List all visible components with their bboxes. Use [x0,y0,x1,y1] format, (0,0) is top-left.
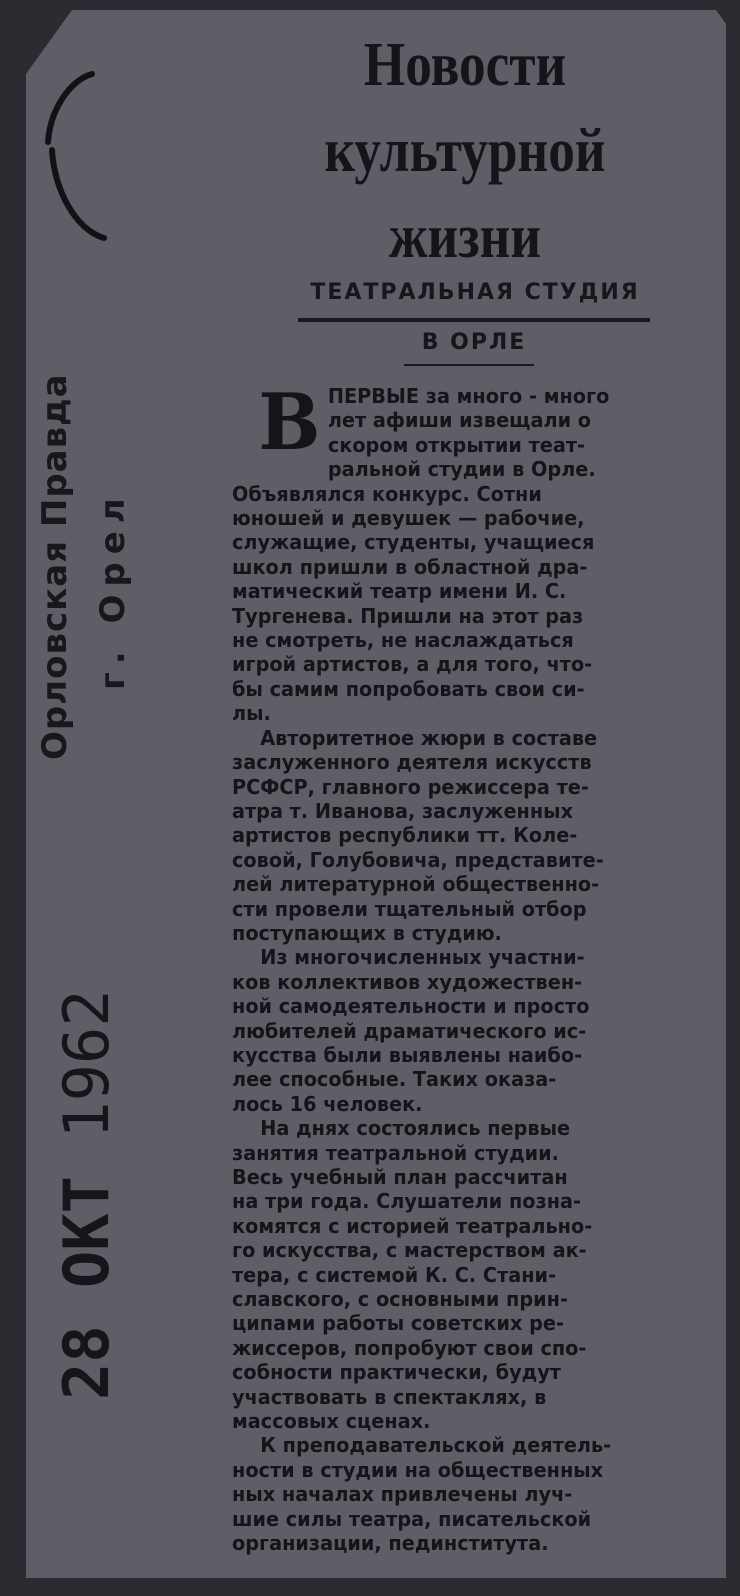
article-line: тера, с системой К. С. Стани- [232,1262,557,1287]
article-line: любителей драматического ис- [232,1018,587,1043]
article-line: Из многочисленных участни- [260,945,585,970]
date-day-month: 28 ОКТ [50,1176,123,1400]
article-line: на три года. Слушатели позна- [232,1189,582,1214]
article-line: Весь учебный план рассчитан [232,1165,568,1189]
article-line: ципами работы советских ре- [232,1311,564,1336]
article-line: кусства были выявлены наибо- [232,1042,583,1067]
headline-line: культурной [324,117,606,185]
article-line: юношей и девушек — рабочие, [232,506,585,531]
article-line: лей литературной общественно- [232,872,600,897]
pen-check-mark [40,70,110,250]
dropcap-letter: В [258,377,321,468]
article-line: лее способные. Таких оказа- [232,1067,557,1092]
date-year: 1962 [50,989,123,1139]
article-line: го искусства, с мастерством ак- [232,1238,587,1263]
headline [280,22,650,280]
article-line: заслуженного деятеля искусств [232,750,592,775]
article-line: занятия театральной студии. [232,1140,559,1165]
article-line: участвовать в спектаклях, в [232,1384,547,1409]
article-line: лы. [232,701,271,726]
article-line: славского, с основными прин- [232,1287,568,1312]
article-line: На днях состоялись первые [260,1116,571,1141]
divider-rule [298,318,650,322]
article-line: ков коллективов художествен- [232,969,583,994]
article-line: жиссеров, попробуют свои спо- [232,1335,587,1360]
subheading-underline [404,364,534,366]
article-line: Авторитетное жюри в составе [260,725,598,750]
article-line: матический театр имени И. С. [232,579,567,604]
headline-line: Новости [363,31,567,99]
article-line: лось 16 человек. [232,1091,423,1116]
article-line: организации, пединститута. [232,1531,549,1556]
paper-name: Орловская Правда [35,373,75,760]
city-name: г. Орел [93,490,133,690]
article-line: лет афиши извещали о [327,408,592,433]
subheading-line1: ТЕАТРАЛЬНАЯ СТУДИЯ [310,280,640,305]
article-line: Объявлялся конкурс. Сотни [232,481,542,506]
article-line: ности в студии на общественных [232,1457,604,1482]
article-line: ной самодеятельности и просто [232,994,590,1019]
article-line: ральной студии в Орле. [327,457,596,482]
article-line: шие силы театра, писательской [232,1506,592,1531]
headline-line: жизни [388,203,542,271]
article-line: ных началах привлечены луч- [232,1482,573,1507]
article-line: скором открытии теат- [327,432,586,457]
article-line: РСФСР, главного режиссера те- [232,774,589,799]
article-body [232,377,693,1556]
date-stamp [50,989,123,1400]
article-line: совой, Голубовича, представите- [232,847,604,872]
newspaper-name-stamp [35,350,165,780]
article-line: бы самим попробовать свои си- [232,676,585,701]
article-line: не смотреть, не наслаждаться [232,628,574,653]
article-line: игрой артистов, а для того, что- [232,652,593,677]
article-line: служащие, студенты, учащиеся [232,530,595,555]
article-line: собности практически, будут [232,1360,561,1385]
article-line: атра т. Иванова, заслуженных [232,798,574,823]
article-line: поступающих в студию. [232,920,502,945]
article-line: комятся с историей театрально- [232,1213,593,1238]
article-line: школ пришли в областной дра- [232,554,588,579]
article-line: массовых сценах. [232,1409,431,1434]
subheading-line2: В ОРЛЕ [421,330,527,355]
article-line: ПЕРВЫЕ за много - много [327,384,610,408]
article-line: К преподавательской деятель- [260,1433,612,1458]
article-line: Тургенева. Пришли на этот раз [232,603,584,628]
article-line: артистов республики тт. Коле- [232,823,578,848]
article-line: сти провели тщательный отбор [232,896,587,921]
